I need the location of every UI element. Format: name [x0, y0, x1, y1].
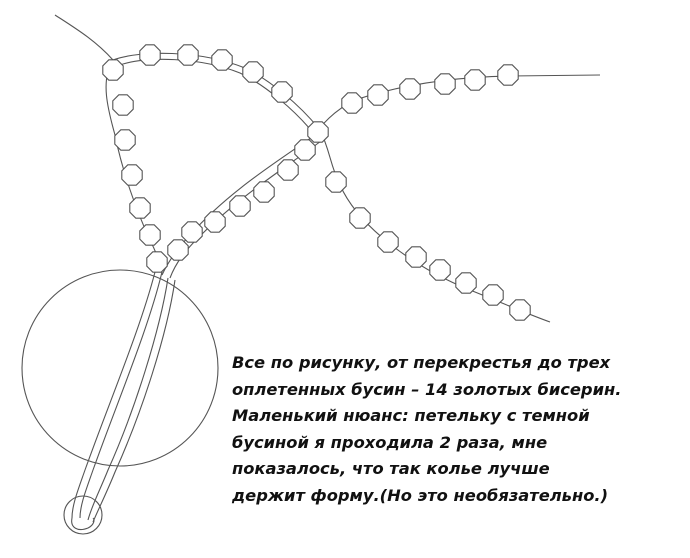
caption-line-2: оплетенных бусин – 14 золотых бисерин. [232, 379, 622, 399]
thread-top-left-tail [55, 15, 113, 60]
seed-bead [113, 95, 133, 115]
seed-bead [272, 82, 292, 102]
caption-line-3: Маленький нюанс: петельку с темной [232, 406, 590, 425]
seed-bead [212, 50, 232, 70]
seed-bead [406, 247, 426, 267]
seed-bead [254, 182, 274, 202]
caption-line-6: держит форму.(Но это необязательно.) [232, 485, 609, 505]
seed-bead [122, 165, 142, 185]
seed-bead [465, 70, 485, 90]
thread-shank-left [72, 272, 155, 518]
thread-shank-right-2 [93, 280, 175, 522]
seed-bead [350, 208, 370, 228]
seed-bead [115, 130, 135, 150]
seed-bead [430, 260, 450, 280]
thread-bottom-loop [72, 518, 94, 530]
seed-bead [510, 300, 530, 320]
caption-line-4: бусиной я проходила 2 раза, мне [232, 432, 548, 452]
seed-bead [295, 140, 315, 160]
seed-bead [103, 60, 123, 80]
seed-bead [243, 62, 263, 82]
seed-bead [342, 93, 362, 113]
thread-shank-left-2 [80, 272, 162, 518]
seed-bead [278, 160, 298, 180]
seed-bead [368, 85, 388, 105]
seed-bead [178, 45, 198, 65]
seed-bead [140, 45, 160, 65]
pattern-instructions-caption [232, 350, 687, 509]
thread-shank-right [88, 278, 168, 520]
seed-bead [182, 222, 202, 242]
seed-bead [308, 122, 328, 142]
caption-line-1: Все по рисунку, от перекрестья до трех [232, 353, 611, 372]
caption-line-5: показалось, что так колье лучше [232, 459, 550, 478]
seed-bead [205, 212, 225, 232]
seed-bead [400, 79, 420, 99]
seed-bead [147, 252, 167, 272]
large-bead [22, 270, 218, 466]
seed-beads [103, 45, 530, 320]
seed-bead [168, 240, 188, 260]
seed-bead [130, 198, 150, 218]
seed-bead [378, 232, 398, 252]
seed-bead [435, 74, 455, 94]
seed-bead [483, 285, 503, 305]
seed-bead [140, 225, 160, 245]
seed-bead [498, 65, 518, 85]
seed-bead [456, 273, 476, 293]
seed-bead [326, 172, 346, 192]
seed-bead [230, 196, 250, 216]
